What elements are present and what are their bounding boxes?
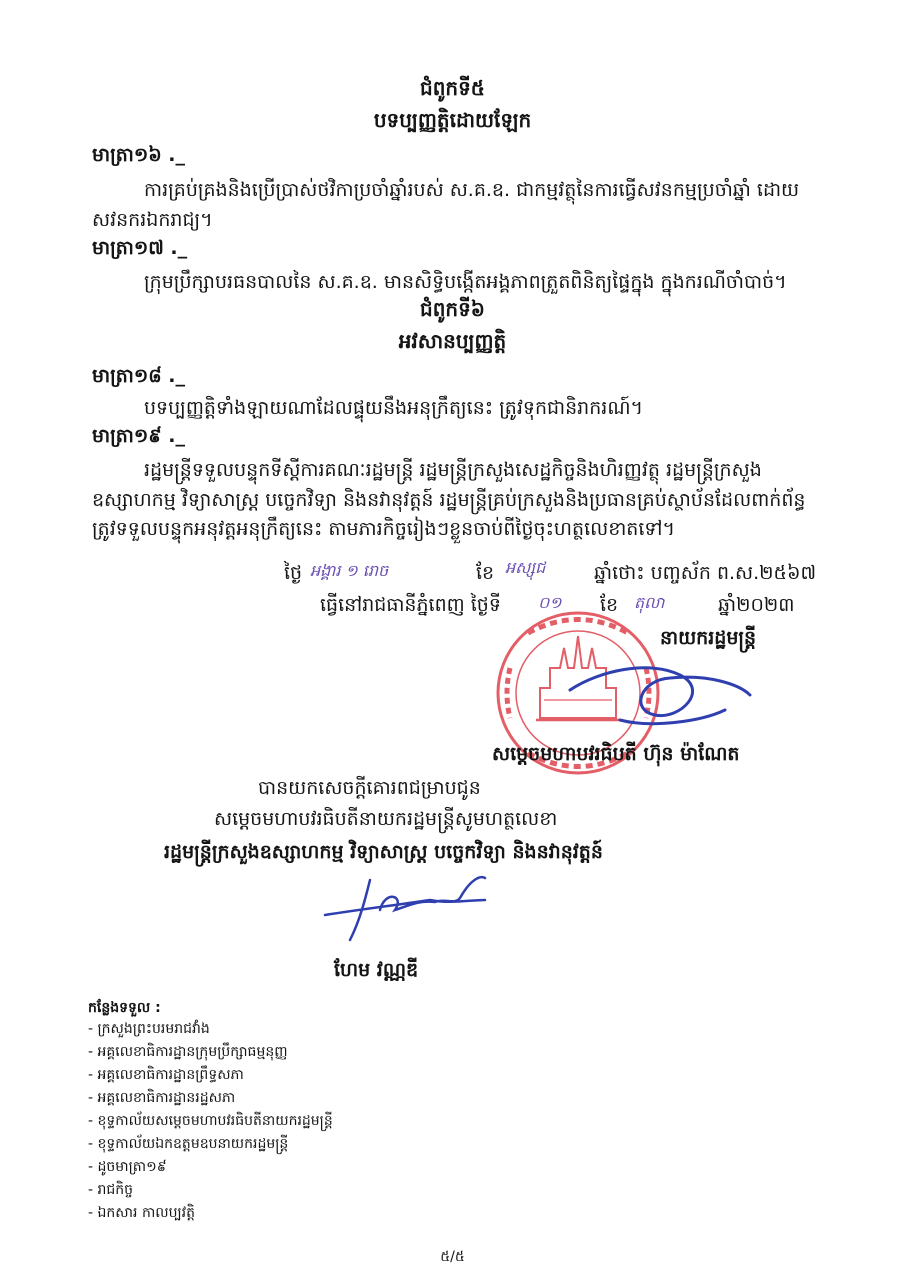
article19-line1: រដ្ឋមន្ត្រីទទួលបន្ទុកទីស្តីការគណៈរដ្ឋមន្ត្រី រដ្ឋមន្ត្រីក្រសួងសេដ្ឋកិច្ចនិងហិរញ្ញវត្ថុ រដ្ឋមន្ត្រីក្រសួង <box>144 459 762 481</box>
article19-line3: ត្រូវទទួលបន្ទុកអនុវត្តអនុក្រឹត្យនេះ តាមភារកិច្ចរៀងៗខ្លួនចាប់ពីថ្ងៃចុះហត្ថលេខាតទៅ។ <box>92 518 675 540</box>
article18-label: មាត្រា១៨ ._ <box>92 365 186 387</box>
list-item: - អគ្គលេខាធិការដ្ឋានក្រុមប្រឹក្សាធម្មនុញ្ញ <box>88 1044 288 1060</box>
signatory1-title: នាយករដ្ឋមន្ត្រី <box>660 627 757 649</box>
submission-line2: សម្តេចមហាបវរធិបតីនាយករដ្ឋមន្ត្រីសូមហត្ថលេខា <box>214 808 558 830</box>
recipients-heading: កន្លែងទទួល : <box>88 1000 161 1016</box>
article17-line1: ក្រុមប្រឹក្សាបរធនបាលនៃ ស.គ.ឧ. មានសិទ្ធិបង្កើតអង្គភាពត្រួតពិនិត្យផ្ទៃក្នុង ក្នុងករណីចាំបាច់។ <box>144 271 787 293</box>
list-item: - រាជកិច្ច <box>88 1182 134 1198</box>
article17-label: មាត្រា១៧ ._ <box>92 237 188 259</box>
article19-label: មាត្រា១៩ ._ <box>92 425 186 447</box>
submission-line1: បានយកសេចក្តីគោរពជម្រាបជូន <box>258 777 481 799</box>
list-item: - ខុទ្ទកាល័យឯកឧត្តមឧបនាយករដ្ឋមន្ត្រី <box>88 1136 289 1152</box>
date-day-label: ថ្ងៃ <box>284 562 303 584</box>
page-number: ៥/៥ <box>440 1249 465 1265</box>
article16-label: មាត្រា១៦ ._ <box>92 144 186 166</box>
article16-line2: សវនករឯករាជ្យ។ <box>92 209 213 231</box>
place-month-handwritten: តុលា <box>634 593 665 612</box>
list-item: - ខុទ្ទកាល័យសម្តេចមហាបវរធិបតីនាយករដ្ឋមន្ត្រី <box>88 1113 333 1129</box>
signature-2 <box>310 870 510 950</box>
place-year: ឆ្នាំ២០២៣ <box>718 594 795 616</box>
article18-line1: បទប្បញ្ញត្តិទាំងឡាយណាដែលផ្ទុយនឹងអនុក្រឹត្យនេះ ត្រូវទុកជានិរាករណ៍។ <box>144 397 644 419</box>
date-day-handwritten: អង្គារ ១ រោច <box>310 561 389 580</box>
date-month-handwritten: អស្សុជ <box>505 558 546 577</box>
article19-line2: ឧស្សាហកម្ម វិទ្យាសាស្ត្រ បច្ចេកវិទ្យា និងនវានុវត្តន៍ រដ្ឋមន្ត្រីគ្រប់ក្រសួងនិងប្រធានគ្រប់ស្ថាប័នដែលពាក់ព័ន្ធ <box>92 489 806 511</box>
list-item: - អគ្គលេខាធិការដ្ឋានព្រឹទ្ធសភា <box>88 1067 244 1083</box>
submission-line3: រដ្ឋមន្ត្រីក្រសួងឧស្សាហកម្ម វិទ្យាសាស្ត្រ បច្ចេកវិទ្យា និងនវានុវត្តន៍ <box>164 841 603 863</box>
chapter6-heading: ជំពូកទី៦ <box>420 297 485 321</box>
chapter6-title: អវសានប្បញ្ញត្តិ <box>398 329 507 353</box>
place-day-handwritten: ០១ <box>538 593 562 612</box>
list-item: - ឯកសារ កាលប្បវត្តិ <box>88 1205 195 1221</box>
date-year-text: ឆ្នាំថោះ បញ្ចស័ក ព.ស.២៥៦៧ <box>594 562 817 584</box>
chapter5-heading: ជំពូកទី៥ <box>420 76 485 100</box>
signature-1 <box>560 650 760 740</box>
list-item: - ក្រសួងព្រះបរមរាជវាំង <box>88 1021 210 1037</box>
list-item: - ដូចមាត្រា១៩ <box>88 1159 167 1175</box>
article16-line1: ការគ្រប់គ្រងនិងប្រើប្រាស់ថវិកាប្រចាំឆ្នាំរបស់ ស.គ.ឧ. ជាកម្មវត្ថុនៃការធ្វើសវនកម្មប្រចាំឆ្នាំ ដោយ <box>144 179 800 201</box>
date-month-label: ខែ <box>476 562 495 584</box>
signatory2-name: ហែម វណ្ណឌី <box>334 959 419 981</box>
place-label: ធ្វើនៅរាជធានីភ្នំពេញ ថ្ងៃទី <box>320 594 501 616</box>
signatory1-name: សម្តេចមហាបវរធិបតី ហ៊ុន ម៉ាណែត <box>492 743 740 765</box>
chapter5-title: បទប្បញ្ញត្តិដោយឡែក <box>373 108 532 132</box>
place-month-label: ខែ <box>600 594 619 616</box>
list-item: - អគ្គលេខាធិការដ្ឋានរដ្ឋសភា <box>88 1090 236 1106</box>
